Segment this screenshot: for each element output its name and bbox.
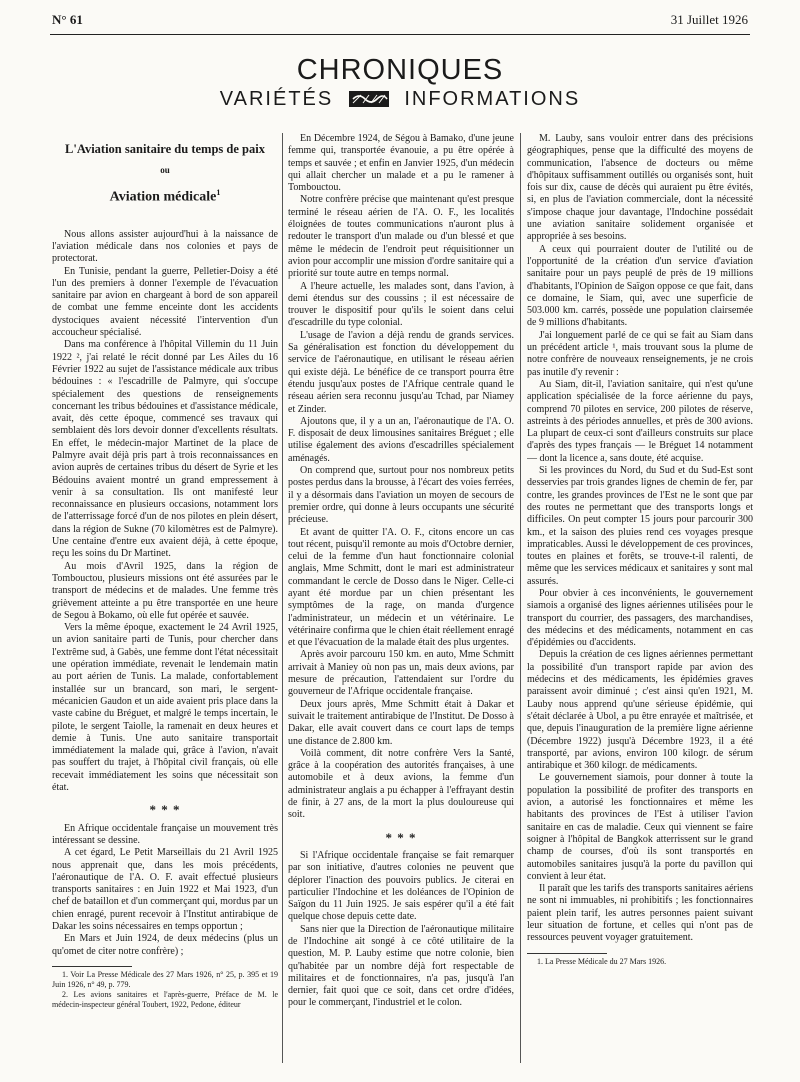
paragraph: Si les provinces du Nord, du Sud et du Sud-Est sont desservies par trois grandes lignes de chemin de fer, par contre, les grandes provinces de l'Est ne le sont que par des routes ne permettant que des transports longs et difficiles. On peut compter 15 jours pour parcourir 300 km., et la saison des pluies rend ces voyages presque impraticables. Aussi le développement de ces provinces, toutes en plaines et forêts, se trouve-t-il ralenti, de même que les services médicaux et sanitaires y sont mal assurés. <box>527 465 753 587</box>
article-title-ou: ou <box>160 165 170 175</box>
paragraph: Et avant de quitter l'A. O. F., citons encore un cas tout récent, puisqu'il remonte au mois d'Octobre dernier, celui de la femme d'un haut fonctionnaire colonial anglais, Mme Schmitt, dont le mari est administrateur commandant le cercle de Dosso dans le Niger. Celle-ci ayant été mordue par un chien présentant les symptômes de la rage, on manda d'urgence l'administrateur, un médecin et un vétérinaire. Le vétérinaire confirma que le chien était réellement enragé et que l'évacuation de la malade était des plus urgentes. <box>288 526 514 649</box>
column-3 <box>527 133 753 1063</box>
paragraph: A l'heure actuelle, les malades sont, dans l'avion, à demi étendus sur des coussins ; il est nécessaire de trouver le dispositif pour qu'ils le soient dans celui d'escadrille du type colonial. <box>288 280 514 329</box>
footnote-rule <box>52 966 132 967</box>
footnote: 1. Voir La Presse Médicale des 27 Mars 1926, n° 25, p. 395 et 19 Juin 1926, n° 49, p. 779. <box>52 969 278 989</box>
paragraph: Depuis la création de ces lignes aériennes permettant la possibilité d'un transport rapide par avion des médecins et des médicaments, les épidémies graves paraissent avoir diminué ; c'est ainsi qu'en 1921, M. Lauby nous apprend qu'une sérieuse épidémie, qui s'était déclarée à Ubol, a pu être enrayée et maîtrisée, et que, depuis l'inauguration de la première ligne aérienne (Décembre 1922) jusqu'à Décembre 1923, il a été transporté, par avions, environ 100 kilogr. de sérum antirabique et 360 kilogr. de médicaments. <box>527 649 753 772</box>
paragraph: A cet égard, Le Petit Marseillais du 21 Avril 1925 nous apprenait que, dans les mois précédents, l'aéronautique de l'A. O. F. avait effectué plusieurs transports sanitaires : en Juin 1922 et Mai 1923, d'un chef de bataillon et d'un commerçant qui, mordus par un chien enragé, purent recevoir à l'Institut antirabique de Dakar les soins nécessaires en temps opportun ; <box>52 847 278 932</box>
footnote-rule <box>527 953 607 954</box>
masthead <box>0 56 800 109</box>
paragraph: Dans ma conférence à l'hôpital Villemin du 11 Juin 1922 ², j'ai relaté le récit donné par Les Ailes du 16 Février 1922 au sujet de l'assistance médicale aux tribus bédouines : « l'escadrille de Palmyre, qui s'occupe spécialement des questions de renseignements concernant les tribus bédouines et d'assistance médicale, avait, dès cette époque, commencé ses travaux qui semblaient dès lors devoir donner d'excellents résultats. En effet, le médecin-major Martinet de la place de Palmyre avait déjà pris part à trois reconnaissances en avion auprès de certaines tribus du désert de Syrie et les Bédouins avaient montré un grand empressement à venir à sa consultation. Ils ont manifesté leur reconnaissance en plusieurs occasions, notamment lors de l'atterrissage forcé d'un de nos pilotes en plein désert, dans la région de Sukne (70 kilomètres est de Palmyre). Une centaine d'entre eux avaient déjà, à cette époque, reçu les soins du Dr Martinet. <box>52 339 278 560</box>
paragraph: A ceux qui pourraient douter de l'utilité ou de l'opportunité de la création d'un service d'aviation sanitaire pour un pays peuplé de près de 19 millions d'habitants, l'Opinion de Saïgon oppose ce que fait, dans ce domaine, le Siam, qui, avec une superficie de 503.000 km. carrés, possède une population clairsemée de 9 millions d'habitants. <box>527 243 753 329</box>
column-divider-2 <box>520 133 521 1063</box>
article-title-line2: Aviation médicale$^1$ <box>109 188 221 205</box>
masthead-subtitle <box>0 89 800 109</box>
issue-number: N° 61 <box>52 12 83 27</box>
column-divider-1 <box>282 133 283 1063</box>
paragraph: Au Siam, dit-il, l'aviation sanitaire, qui n'est qu'une application spécialisée de la force aérienne du pays, comprend 70 pilotes en service, 200 pilotes de réserve, astreints à des périodes annuelles, et près de 300 avions. La plupart de ceux-ci sont d'ailleurs construits sur place d'après des types français — le Bréguet 14 notamment — dont la licence a, sans doute, été acquise. <box>527 378 753 464</box>
paragraph: On comprend que, surtout pour nos nombreux petits postes perdus dans la brousse, à l'écart des voies ferrées, il y a désormais dans l'aviation un moyen de secours de premier ordre, qui donne à leurs occupants une sécurité précieuse. <box>288 465 514 526</box>
paragraph: Après avoir parcouru 150 km. en auto, Mme Schmitt arrivait à Maniey où non pas un, mais deux avions, par mesure de précaution, l'attendaient sur l'ordre du gouverneur de l'Afrique occidentale française. <box>288 649 514 698</box>
footnote: 1. La Presse Médicale du 27 Mars 1926. <box>537 956 667 966</box>
issue-date: 31 Juillet 1926 <box>670 12 748 27</box>
paragraph: J'ai longuement parlé de ce qui se fait au Siam dans un précédent article ¹, mais trouvant sous la plume de notre confrère de nouveaux renseignements, je ne crois pas inutile d'y revenir : <box>527 329 753 378</box>
paragraph: M. Lauby, sans vouloir entrer dans des précisions géographiques, pense que la difficulté des moyens de communication, l'absence de docteurs ou même d'hôpitaux suffisamment outillés ou organisés sont, huit fois sur dix, cause de décès qui auraient pu être évités, si, en plus de l'aviation commerciale, dont la nécessité s'impose chaque jour davantage, l'Indochine possédait une aviation sanitaire solidement organisée et appropriée à ses besoins. <box>527 133 753 243</box>
paragraph: En Mars et Juin 1924, de deux médecins (plus un qu'omet de citer notre confrère) ; <box>52 933 278 957</box>
paragraph: Vers la même époque, exactement le 24 Avril 1925, un avion sanitaire parti de Tunis, pour chercher dans l'extrême sud, à Gabès, une femme dont l'état nécessitait une opération immédiate, revenait le lendemain matin au port aérien de Tunis. La malade, confortablement installée sur un brancard, son mari, le sergent-mécanicien Gaudon et un aide avaient pris place dans la vaste cabine du Bréguet, et malgré le temps incertain, le pilote, le sergent Taiolle, la ramenait en deux heures et demie à Tunis. Une auto sanitaire transportait immédiatement la malade qui, grâce à l'avion, n'avait pas souffert du trajet, à l'hôpital civil français, où elle recevait immédiatement les soins que nécessitait son état. <box>52 622 278 794</box>
masthead-informations: INFORMATIONS <box>404 88 581 110</box>
paragraph: Le gouvernement siamois, pour donner à toute la population la possibilité de profiter des transports en avion, a autorisé les fonctionnaires et même les habitants des provinces de l'Est à utiliser l'avion sanitaire en cas de maladie. Ceux qui viennent se faire soigner à l'hôpital de Bangkok atterrissent sur le grand champ de courses, d'où ils sont transportés en automobiles sanitaires jusqu'à la porte du pavillon qui convient à leur état. <box>527 772 753 882</box>
paragraph: Deux jours après, Mme Schmitt était à Dakar et suivait le traitement antirabique de l'Institut. De Dosso à Dakar, elle avait couvert dans ce court laps de temps une distance de 2.800 km. <box>288 698 514 747</box>
masthead-chroniques: CHRONIQUES <box>296 54 504 86</box>
paragraph: Sans nier que la Direction de l'aéronautique militaire de l'Indochine ait songé à ce côté utilitaire de la question, M. P. Lauby estime que notre colonie, bien qu'habitée par un nombre déjà fort respectable de militaires et de fonctionnaires, n'a pas, jusqu'à l'an dernier, fait quoi que ce soit, dans cet ordre d'idées, pour le commerçant, l'industriel et le colon. <box>288 923 514 1009</box>
masthead-varietes: VARIÉTÉS <box>219 88 334 110</box>
section-separator: * * * <box>149 802 181 818</box>
paragraph: Nous allons assister aujourd'hui à la naissance de l'aviation médicale dans nos colonies et pays de protectorat. <box>52 228 278 265</box>
paragraph: Ajoutons que, il y a un an, l'aéronautique de l'A. O. F. disposait de deux limousines sanitaires Bréguet ; elle utilise également des avions d'escadrilles spécialement aménagés. <box>288 415 514 464</box>
section-separator: * * * <box>385 829 417 845</box>
column-2 <box>288 133 514 1063</box>
paragraph: En Afrique occidentale française un mouvement très intéressant se dessine. <box>52 822 278 846</box>
paragraph: Si l'Afrique occidentale française se fait remarquer par son initiative, d'autres colonies ne peuvent que déplorer l'inaction des pouvoirs publics. Je citerai en particulier l'Indochine et les doléances de l'Opinion de Saïgon du 11 Juin 1925. Je sais espérer qu'il a été fait quelque chose depuis cette date. <box>288 849 514 923</box>
footnote: 2. Les avions sanitaires et l'après-guerre, Préface de M. le médecin-inspecteur général Toubert, 1922, Pedone, éditeur <box>52 989 278 1009</box>
header-rule <box>50 34 750 35</box>
article-title-line1: L'Aviation sanitaire du temps de paix <box>65 142 265 156</box>
paragraph: En Tunisie, pendant la guerre, Pelletier-Doisy a été l'un des premiers à donner l'exemple de l'évacuation sanitaire par avion en chargeant à bord de son appareil de combat une femme enceinte dont les accidents dystociques avaient nécessité l'intervention d'un accoucheur spécialisé. <box>52 265 278 339</box>
column-1 <box>52 133 278 1063</box>
paragraph: Voilà comment, dit notre confrère Vers la Santé, grâce à la coopération des autorités françaises, à une automobile et à deux avions, la femme d'un administrateur anglais a pu échapper à l'effrayant destin de finir, à 27 ans, de la mort la plus douloureuse qui soit. <box>288 747 514 821</box>
title-footnote-marker: 1 <box>216 188 221 197</box>
ornament-icon <box>349 91 389 107</box>
paragraph: Il paraît que les tarifs des transports sanitaires aériens ne sont ni immuables, ni prohibitifs ; les fonctionnaires paient plein tarif, les autres personnes paient suivant leur situation de fortune, et celles qui n'ont pas de ressources peuvent voyager gratuitement. <box>527 883 753 944</box>
paragraph: Notre confrère précise que maintenant qu'est presque terminé le réseau aérien de l'A. O. F., les localités éloignées de toutes communications n'auront plus à redouter le transport d'un malade ou d'un blessé et que même le médecin de l'endroit peut réquisitionner un avion pour accomplir une mission d'ordre sanitaire qui a priorité sur toute autre en temps normal. <box>288 194 514 280</box>
paragraph: L'usage de l'avion a déjà rendu de grands services. Sa généralisation est fonction du développement du service de l'aéronautique, en utilisant le réseau aérien qui existe déjà. Le bénéfice de ce transport pourra être étendu jusqu'aux postes de l'Afrique centrale quand le réseau aérien sera reconnu jusqu'au Tchad, par Niamey et Zinder. <box>288 329 514 415</box>
paragraph: Pour obvier à ces inconvénients, le gouvernement siamois a organisé des lignes aériennes utilisées pour le transport du courrier, des passagers, des marchandises, des médecins et des médicaments, notamment en cas d'épidémies ou d'accidents. <box>527 587 753 649</box>
paragraph: En Décembre 1924, de Ségou à Bamako, d'une jeune femme qui, transportée évanouie, a pu être opérée à temps et sauvée ; et enfin en Janvier 1925, d'un médecin qui allait chercher un malade et a pu le ramener à Tombouctou. <box>288 133 514 194</box>
paragraph: Au mois d'Avril 1925, dans la région de Tombouctou, plusieurs missions ont été assurées par le transport de médecins et de malades. Une femme très grièvement atteinte a pu être transportée en une heure de Segou à Bokamo, où elle fut opérée et sauvée. <box>52 560 278 621</box>
